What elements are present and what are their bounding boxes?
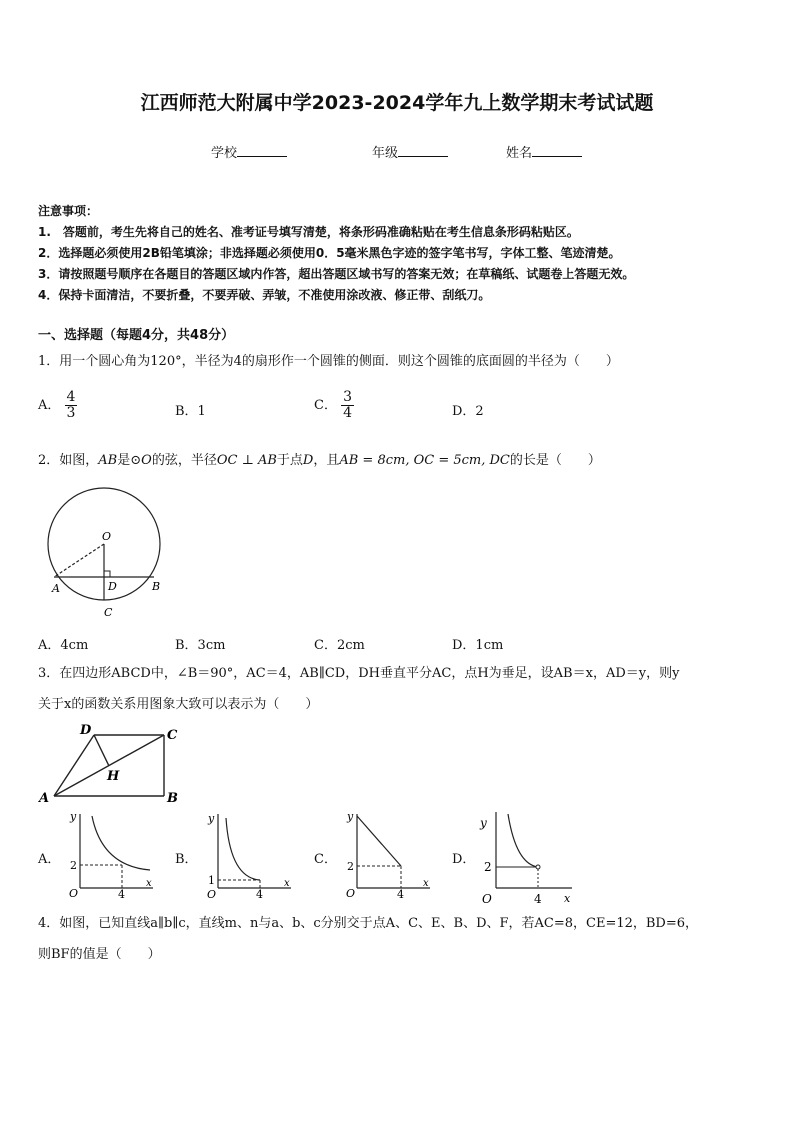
q3-option-a-graph	[58, 808, 158, 898]
label-a: A	[39, 791, 50, 806]
grade-label: 年级	[372, 146, 399, 161]
segment-dh	[94, 735, 109, 766]
notice-item: 3．请按照题号顺序在各题目的答题区域内作答，超出答题区域书写的答案无效；在草稿纸、试题卷上答题无效。	[38, 267, 635, 281]
page-title: 江西师范大附属中学2023-2024学年九上数学期末考试试题	[140, 92, 654, 114]
y-label: y	[208, 812, 215, 825]
label-h: H	[107, 769, 120, 784]
school-label: 学校	[211, 146, 238, 161]
q2-var: AB	[98, 453, 118, 468]
q2-var: OC	[216, 453, 238, 468]
notice-item: 2．选择题必须使用2B铅笔填涂；非选择题必须使用0．5毫米黑色字迹的签字笔书写，字体工整、笔迹清楚。	[38, 246, 621, 260]
radius-oa	[54, 544, 104, 577]
notice-item: 4．保持卡面清洁，不要折叠，不要弄破、弄皱，不准使用涂改液、修正带、刮纸刀。	[38, 288, 491, 302]
q1-stem: 1．用一个圆心角为120°，半径为4的扇形作一个圆锥的侧面．则这个圆锥的底面圆的半径为（ ）	[38, 354, 619, 369]
grade-field	[372, 142, 448, 161]
q2-text: 的长是（ ）	[509, 453, 601, 468]
q3-option-a[interactable]: A．	[38, 852, 61, 867]
open-point	[536, 865, 540, 869]
q3-option-c[interactable]: C．	[314, 852, 337, 867]
q3-stem-line1: 3．在四边形ABCD中，∠B＝90°，AC＝4，AB∥CD，DH垂直平分AC，点H为垂足，设AB＝x，AD＝y，则y	[38, 666, 680, 681]
notice-item: 1. 答题前，考生先将自己的姓名、准考证号填写清楚，将条形码准确粘贴在考生信息条形码粘贴区。	[38, 225, 579, 239]
tick-label: 2	[484, 860, 492, 874]
q4-stem-line2: 则BF的值是（ ）	[38, 947, 161, 962]
fraction-numerator: 3	[343, 389, 353, 405]
name-label: 姓名	[506, 146, 533, 161]
notice-heading: 注意事项：	[38, 204, 99, 218]
label-b: B	[167, 791, 178, 806]
label-d: D	[80, 723, 92, 738]
label-d: D	[108, 580, 117, 593]
origin-label: O	[69, 887, 79, 898]
label-b: B	[152, 580, 161, 593]
q2-text: 的弦，半径	[151, 453, 217, 468]
q1-option-d[interactable]: D．2	[452, 404, 484, 419]
q3-quadrilateral-figure	[34, 720, 184, 810]
q1-option-a-label: A．	[38, 398, 61, 413]
origin-label: O	[346, 887, 356, 898]
origin-label: O	[482, 892, 492, 906]
label-a: A	[52, 582, 60, 595]
q2-text: ⊥	[237, 453, 258, 468]
line-segment	[357, 816, 401, 866]
tick-label: 1	[208, 874, 215, 887]
y-label: y	[70, 810, 77, 823]
q2-stem	[38, 451, 601, 471]
name-field	[506, 142, 582, 161]
fraction-numerator: 4	[66, 389, 76, 405]
curve	[226, 818, 260, 880]
fraction-denominator: 3	[66, 405, 76, 421]
q2-option-d[interactable]: D．1cm	[452, 638, 504, 653]
school-blank	[237, 144, 287, 157]
q2-text: 2．如图，	[38, 453, 99, 468]
q2-text: ，且	[313, 453, 340, 468]
q3-option-c-graph	[335, 808, 435, 898]
y-label: y	[480, 816, 487, 830]
q3-option-d-graph	[472, 808, 582, 906]
tick-label: 4	[118, 888, 125, 898]
fraction-denominator: 4	[343, 405, 353, 421]
q1-option-c-label: C．	[314, 398, 337, 413]
q2-math: AB = 8cm, OC = 5cm, DC	[339, 453, 510, 468]
school-field	[211, 142, 287, 161]
name-blank	[532, 144, 582, 157]
q4-stem-line1: 4．如图，已知直线a∥b∥c，直线m、n与a、b、c分别交于点A、C、E、B、D、F，若AC=8，CE=12，BD=6，	[38, 916, 699, 931]
label-o: O	[102, 530, 112, 543]
q1-option-b[interactable]: B．1	[175, 404, 206, 419]
q2-var: O	[141, 453, 152, 468]
curve	[92, 816, 150, 870]
q3-stem-line2: 关于x的函数关系用图象大致可以表示为（ ）	[38, 697, 319, 712]
x-label: x	[284, 878, 290, 889]
q2-circle-figure	[44, 484, 174, 620]
q2-text: 是⊙	[117, 453, 142, 468]
q3-option-d[interactable]: D．	[452, 852, 476, 867]
x-label: x	[423, 878, 429, 889]
q1-option-c-fraction	[341, 390, 354, 421]
y-label: y	[347, 810, 354, 823]
q3-option-b[interactable]: B．	[175, 852, 198, 867]
tick-label: 4	[256, 888, 263, 898]
q2-option-c[interactable]: C．2cm	[314, 638, 365, 653]
tick-label: 2	[347, 860, 354, 873]
q3-option-b-graph	[196, 808, 296, 898]
curve	[508, 814, 538, 867]
x-label: x	[564, 892, 571, 905]
q2-option-a[interactable]: A．4cm	[38, 638, 89, 653]
q2-text: 于点	[276, 453, 303, 468]
q1-option-c[interactable]	[314, 390, 354, 421]
q1-option-a-fraction	[65, 390, 78, 421]
tick-label: 2	[70, 859, 77, 872]
section-heading: 一、选择题（每题4分，共48分）	[38, 328, 235, 343]
tick-label: 4	[397, 888, 404, 898]
q2-var: AB	[257, 453, 277, 468]
label-c: C	[167, 728, 178, 743]
segment-ad	[54, 735, 94, 796]
tick-label: 4	[534, 892, 542, 906]
q2-option-b[interactable]: B．3cm	[175, 638, 226, 653]
x-label: x	[146, 878, 152, 889]
label-c: C	[104, 606, 113, 619]
right-angle-mark	[104, 571, 110, 577]
q2-var: D	[302, 453, 314, 468]
grade-blank	[398, 144, 448, 157]
q1-option-a[interactable]	[38, 390, 77, 421]
origin-label: O	[207, 888, 217, 898]
